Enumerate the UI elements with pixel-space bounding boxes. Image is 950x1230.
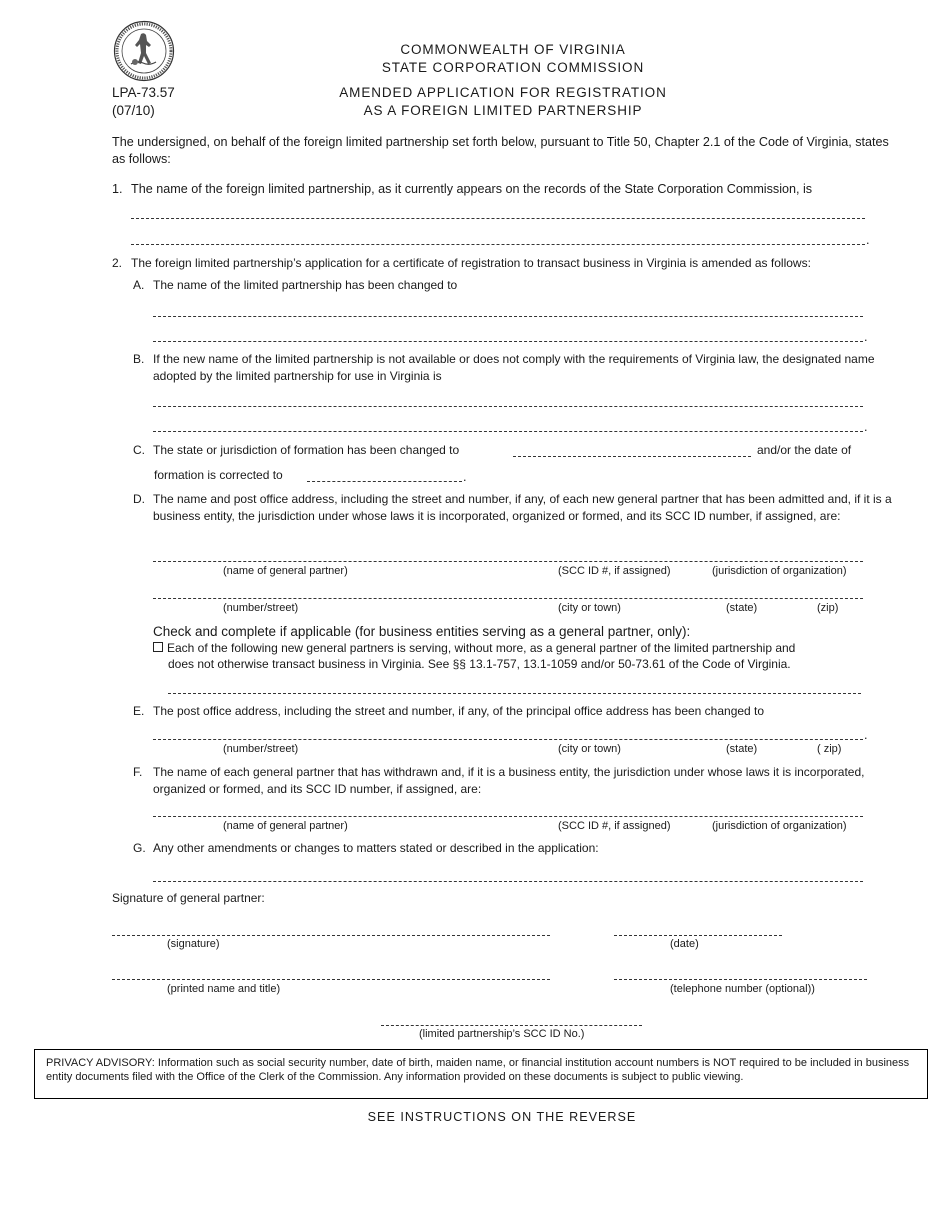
caption-state: (state) [726, 602, 758, 614]
caption-f-jurisdiction: (jurisdiction of organization) [712, 820, 847, 832]
form-date: (07/10) [112, 103, 155, 118]
caption-f-name: (name of general partner) [223, 820, 348, 832]
caption-jurisdiction: (jurisdiction of organization) [712, 565, 847, 577]
header-subtitle-line2: AS A FOREIGN LIMITED PARTNERSHIP [363, 103, 643, 118]
caption-printed-name: (printed name and title) [167, 983, 281, 995]
item2a-letter: A. [133, 278, 145, 292]
caption-date: (date) [670, 938, 699, 950]
caption-number-street: (number/street) [223, 602, 299, 614]
corrected-date-field[interactable] [307, 481, 462, 482]
header-title-line2: STATE CORPORATION COMMISSION [381, 60, 645, 75]
new-jurisdiction-field[interactable] [513, 456, 751, 457]
form-number: LPA-73.57 [112, 85, 175, 100]
check-line1 [153, 640, 795, 656]
caption-scc-id: (SCC ID #, if assigned) [558, 565, 671, 577]
item2c-text2: and/or the date of [757, 443, 852, 457]
item1-text: The name of the foreign limited partnership, as it currently appears on the records of the State Corporation Commission, is [131, 182, 813, 196]
check-heading: Check and complete if applicable (for business entities serving as a general partner, only): [153, 624, 691, 639]
caption-telephone: (telephone number (optional)) [670, 983, 815, 995]
caption-city: (city or town) [558, 602, 621, 614]
item2-text: The foreign limited partnership’s application for a certificate of registration to transact business in Virginia is amended as follows: [131, 256, 811, 270]
new-partner-address-line[interactable] [153, 598, 863, 599]
header-title-line1: COMMONWEALTH OF VIRGINIA [400, 42, 626, 57]
designated-name-line-2[interactable] [153, 431, 863, 432]
privacy-advisory-box [34, 1049, 928, 1099]
caption-zip: (zip) [817, 602, 839, 614]
new-partner-name-line[interactable] [153, 561, 863, 562]
withdrawn-partner-line[interactable] [153, 816, 863, 817]
other-amendments-line[interactable] [153, 881, 863, 882]
item2e-letter: E. [133, 704, 145, 718]
new-name-line-2[interactable] [153, 341, 863, 342]
item2f-letter: F. [133, 765, 143, 779]
caption-e-state: (state) [726, 743, 758, 755]
general-partner-checkbox[interactable] [153, 642, 163, 652]
date-line[interactable] [614, 935, 782, 936]
item2-number: 2. [112, 256, 123, 270]
item1-number: 1. [112, 182, 123, 196]
item2f-text: The name of each general partner that has withdrawn and, if it is a business entity, the jurisdiction under whose laws it is incorporated, organized or formed, and its SCC ID number, if assigned, are: [153, 765, 865, 796]
item2b-text: If the new name of the limited partnership is not available or does not comply with the requirements of Virginia law, the designated name adopted by the limited partnership for use in Virginia is [153, 352, 875, 383]
scc-id-line[interactable] [381, 1025, 642, 1026]
caption-e-city: (city or town) [558, 743, 621, 755]
designated-name-line-1[interactable] [153, 406, 863, 407]
item2b-letter: B. [133, 352, 145, 366]
header-subtitle-line1: AMENDED APPLICATION FOR REGISTRATION [339, 85, 667, 100]
new-name-line-1[interactable] [153, 316, 863, 317]
virginia-state-seal [113, 20, 175, 82]
item2e-text: The post office address, including the street and number, if any, of the principal office address has been changed to [153, 704, 765, 718]
item2g-letter: G. [133, 841, 146, 855]
item2a-text: The name of the limited partnership has been changed to [153, 278, 458, 292]
caption-scc-id-no: (limited partnership’s SCC ID No.) [419, 1028, 585, 1040]
caption-signature: (signature) [167, 938, 220, 950]
item2c-text3: formation is corrected to [154, 468, 283, 482]
item2d-text: The name and post office address, including the street and number, if any, of each new general partner that has been admitted and, if it is a business entity, the jurisdiction under whose laws it is incorporated, organized or formed, and its SCC ID number, if assigned, are: [153, 492, 892, 523]
privacy-text: Information such as social security number, date of birth, maiden name, or financial institution account numbers is NOT required to be included in business entity documents filed with the Office of the Clerk of the Commission. Any information provided on these documents is subject to public viewing. [46, 1057, 910, 1083]
item2c-letter: C. [133, 443, 145, 457]
printed-name-line[interactable] [112, 979, 550, 980]
item2d-letter: D. [133, 492, 145, 506]
check-text-line1: Each of the following new general partners is serving, without more, as a general partner of the limited partnership and [167, 641, 796, 655]
caption-f-scc: (SCC ID #, if assigned) [558, 820, 671, 832]
caption-e-zip: ( zip) [817, 743, 842, 755]
intro-text: The undersigned, on behalf of the foreign limited partnership set forth below, pursuant to Title 50, Chapter 2.1 of the Code of Virginia, states as follows: [112, 135, 889, 166]
caption-name-of-general-partner: (name of general partner) [223, 565, 348, 577]
current-name-line-1[interactable] [131, 218, 865, 219]
check-partner-line[interactable] [168, 693, 861, 694]
privacy-label: PRIVACY ADVISORY: [46, 1057, 155, 1069]
signature-heading: Signature of general partner: [112, 891, 265, 905]
current-name-line-2[interactable] [131, 244, 865, 245]
caption-e-number-street: (number/street) [223, 743, 299, 755]
item2c-text1: The state or jurisdiction of formation has been changed to [153, 443, 460, 457]
principal-office-line[interactable] [153, 739, 863, 740]
telephone-line[interactable] [614, 979, 867, 980]
footer-instructions: SEE INSTRUCTIONS ON THE REVERSE [367, 1110, 637, 1124]
signature-line[interactable] [112, 935, 550, 936]
check-text-line2: does not otherwise transact business in Virginia. See §§ 13.1-757, 13.1-1059 and/or 50-73.61 of the Code of Virginia. [168, 657, 791, 671]
item2g-text: Any other amendments or changes to matters stated or described in the application: [153, 841, 599, 855]
